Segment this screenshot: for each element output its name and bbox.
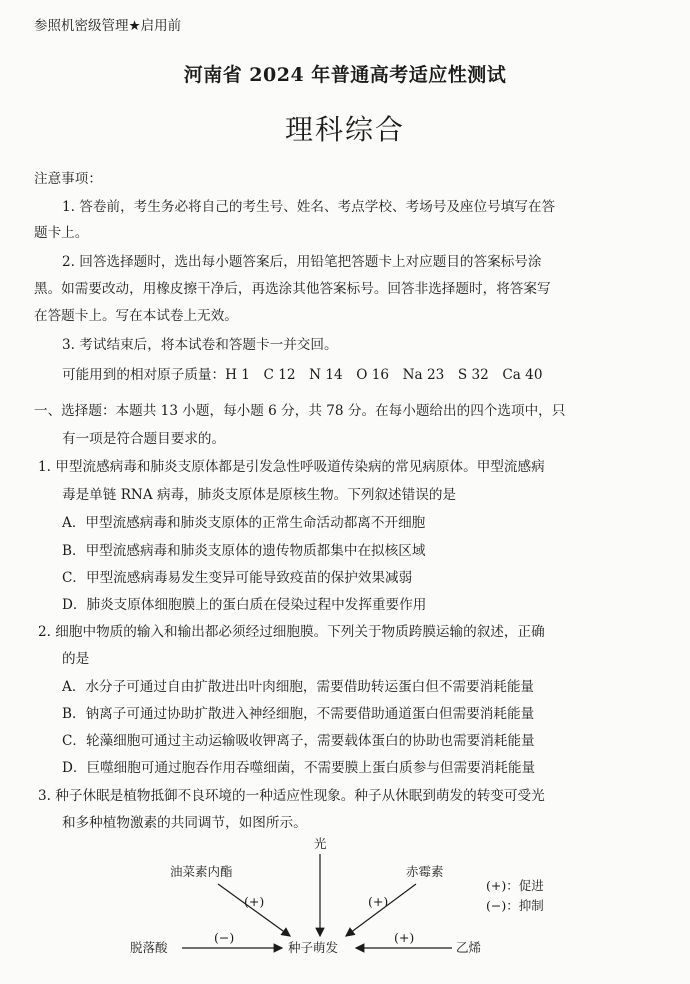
q2-stem-line-1: 2. 细胞中物质的输入和输出都必须经过细胞膜。下列关于物质跨膜运输的叙述，正确 bbox=[38, 624, 545, 640]
brassinolide-sign: (+) bbox=[244, 894, 265, 909]
q1-option-a: A．甲型流感病毒和肺炎支原体的正常生命活动都离不开细胞 bbox=[62, 515, 426, 531]
q3-stem-line-1: 3. 种子休眠是植物抵御不良环境的一种适应性现象。种子从休眠到萌发的转变可受光 bbox=[38, 788, 545, 804]
legend-inhibit: (−)：抑制 bbox=[486, 898, 544, 913]
light-label: 光 bbox=[314, 836, 327, 851]
gibberellin-sign: (+) bbox=[368, 894, 389, 909]
q2-option-a: A．水分子可通过自由扩散进出叶肉细胞，需要借助转运蛋白但不需要消耗能量 bbox=[62, 679, 535, 695]
ethylene-label: 乙烯 bbox=[456, 940, 482, 955]
note-1-line-2: 题卡上。 bbox=[34, 225, 89, 241]
notes-heading: 注意事项： bbox=[34, 171, 102, 187]
exam-title: 河南省 2024 年普通高考适应性测试 bbox=[183, 64, 507, 86]
note-2-line-2: 黑。如需要改动，用橡皮擦干净后，再选涂其他答案标号。回答非选择题时，将答案写 bbox=[34, 281, 551, 297]
subject-title: 理科综合 bbox=[284, 113, 405, 146]
q1-option-c: C．甲型流感病毒易发生变异可能导致疫苗的保护效果减弱 bbox=[62, 570, 413, 586]
note-1-line-1: 1. 答卷前，考生务必将自己的考生号、姓名、考点学校、考场号及座位号填写在答 bbox=[62, 199, 556, 215]
brassinolide-arrow bbox=[218, 884, 290, 936]
q2-option-b: B．钠离子可通过协助扩散进入神经细胞，不需要借助通道蛋白但需要消耗能量 bbox=[62, 706, 535, 722]
aba-label: 脱落酸 bbox=[130, 940, 168, 955]
germination-label: 种子萌发 bbox=[288, 940, 339, 955]
note-3: 3. 考试结束后，将本试卷和答题卡一并交回。 bbox=[62, 337, 338, 353]
section-heading-line-1: 一、选择题：本题共 13 小题，每小题 6 分，共 78 分。在每小题给出的四个选项中，只 bbox=[34, 403, 566, 419]
q2-option-c: C．轮藻细胞可通过主动运输吸收钾离子，需要载体蛋白的协助也需要消耗能量 bbox=[62, 733, 535, 749]
ethylene-sign: (+) bbox=[394, 930, 415, 945]
q2-option-d: D．巨噬细胞可通过胞吞作用吞噬细菌，不需要膜上蛋白质参与但需要消耗能量 bbox=[62, 760, 536, 776]
q3-stem-line-2: 和多种植物激素的共同调节，如图所示。 bbox=[62, 815, 307, 831]
gibberellin-label: 赤霉素 bbox=[406, 864, 444, 879]
q1-stem-line-2: 毒是单链 RNA 病毒，肺炎支原体是原核生物。下列叙述错误的是 bbox=[62, 487, 457, 503]
section-heading-line-2: 有一项是符合题目要求的。 bbox=[62, 431, 226, 447]
confidential-label: 参照机密级管理★启用前 bbox=[34, 18, 182, 34]
q1-option-d: D．肺炎支原体细胞膜上的蛋白质在侵染过程中发挥重要作用 bbox=[62, 597, 427, 613]
atomic-masses: 可能用到的相对原子质量：H 1 C 12 N 14 O 16 Na 23 S 32 Ca 40 bbox=[62, 367, 543, 383]
q2-stem-line-2: 的是 bbox=[62, 651, 90, 667]
note-2-line-1: 2. 回答选择题时，选出每小题答案后，用铅笔把答题卡上对应题目的答案标号涂 bbox=[62, 254, 542, 270]
aba-sign: (−) bbox=[214, 930, 235, 945]
q1-option-b: B．甲型流感病毒和肺炎支原体的遗传物质都集中在拟核区域 bbox=[62, 543, 426, 559]
note-2-line-3: 在答题卡上。写在本试卷上无效。 bbox=[34, 308, 238, 324]
gibberellin-arrow bbox=[346, 884, 416, 936]
seed-germination-diagram bbox=[110, 832, 580, 972]
q1-stem-line-1: 1. 甲型流感病毒和肺炎支原体都是引发急性呼吸道传染病的常见病原体。甲型流感病 bbox=[38, 459, 545, 475]
legend-promote: (+)：促进 bbox=[486, 878, 544, 893]
brassinolide-label: 油菜素内酯 bbox=[170, 864, 233, 879]
